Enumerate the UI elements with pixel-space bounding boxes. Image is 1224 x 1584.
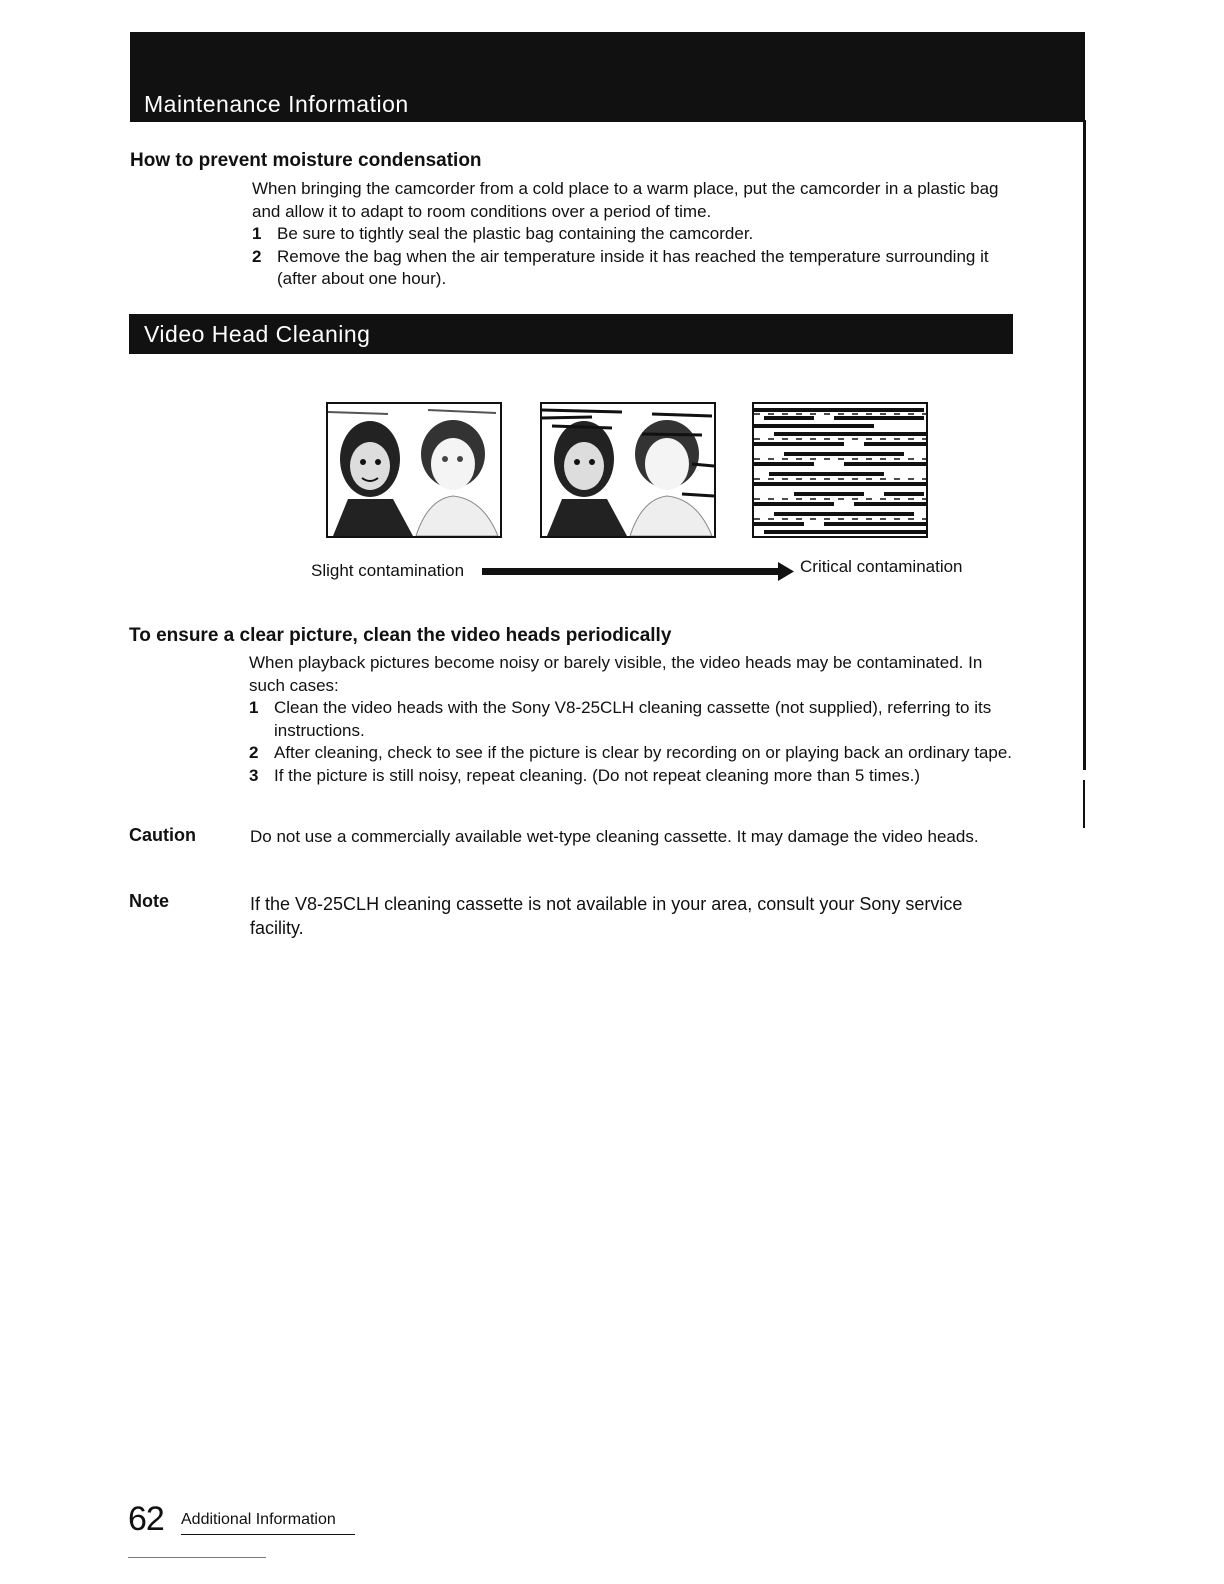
label-slight-contamination: Slight contamination <box>311 561 465 580</box>
step-number: 1 <box>249 698 259 717</box>
moisture-heading: How to prevent moisture condensation <box>130 150 482 171</box>
section-header-bar <box>130 32 1085 122</box>
clear-picture-body <box>249 652 1019 787</box>
step-text: If the picture is still noisy, repeat cleaning. (Do not repeat cleaning more than 5 times.) <box>274 765 921 785</box>
note-label: Note <box>129 891 169 911</box>
screen-critical-photo <box>752 402 928 538</box>
page-number: 62 <box>128 1500 164 1538</box>
clear-picture-intro: When playback pictures become noisy or barely visible, the video heads may be contaminated. In such cases: <box>249 653 983 695</box>
step-text: Be sure to tightly seal the plastic bag containing the camcorder. <box>277 224 754 243</box>
moisture-intro: When bringing the camcorder from a cold place to a warm place, put the camcorder in a plastic bag and allow it to adapt to room conditions over a period of time. <box>252 179 999 221</box>
right-margin-rule-lower <box>1083 780 1085 828</box>
step-number: 2 <box>252 246 262 266</box>
screen-slight-photo <box>326 402 502 538</box>
moisture-step <box>252 223 1012 246</box>
contamination-arrow <box>482 562 794 587</box>
clear-picture-heading: To ensure a clear picture, clean the video heads periodically <box>129 625 672 646</box>
cleaning-step <box>249 742 1019 765</box>
section-title: Maintenance Information <box>144 91 409 117</box>
label-critical-contamination: Critical contamination <box>800 557 963 576</box>
step-number: 2 <box>249 743 259 762</box>
step-text: Clean the video heads with the Sony V8-25CLH cleaning cassette (not supplied), referring to its instructions. <box>274 698 992 740</box>
footer-underline <box>181 1534 355 1535</box>
footer-rule <box>128 1557 266 1558</box>
note-text: If the V8-25CLH cleaning cassette is not available in your area, consult your Sony service facility. <box>250 894 963 938</box>
step-number: 1 <box>252 224 262 243</box>
step-text: Remove the bag when the air temperature inside it has reached the temperature surrounding it (after about one hour). <box>277 246 989 288</box>
caution-text: Do not use a commercially available wet-type cleaning cassette. It may damage the video heads. <box>250 827 979 846</box>
step-text: After cleaning, check to see if the picture is clear by recording on or playing back an ordinary tape. <box>274 743 1013 762</box>
moisture-body <box>252 178 1012 291</box>
screen-moderate-photo <box>540 402 716 538</box>
video-section-title: Video Head Cleaning <box>144 321 371 347</box>
video-section-bar <box>129 314 1013 354</box>
moisture-step <box>252 246 1012 291</box>
step-number: 3 <box>249 765 259 785</box>
cleaning-step <box>249 765 1019 788</box>
right-margin-rule <box>1083 120 1086 770</box>
caution-label: Caution <box>129 825 196 845</box>
cleaning-step <box>249 697 1019 742</box>
footer-section-name: Additional Information <box>181 1511 336 1528</box>
